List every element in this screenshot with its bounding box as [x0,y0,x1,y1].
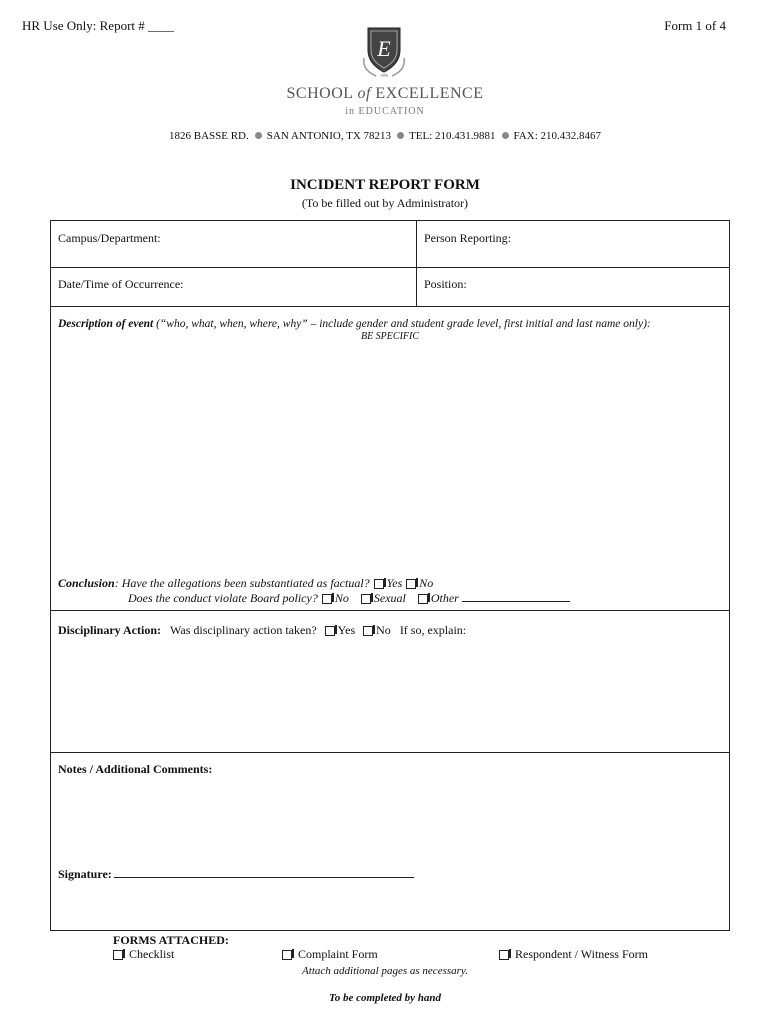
svg-text:E: E [377,36,391,61]
date-time-field[interactable]: Date/Time of Occurrence: [58,277,184,291]
school-name: SCHOOL of EXCELLENCE [286,85,484,102]
form-page-indicator: Form 1 of 4 [664,18,726,33]
checkbox-icon[interactable] [361,594,371,604]
address-tel: TEL: 210.431.9881 [409,130,496,142]
checkbox-icon[interactable] [406,579,416,589]
checkbox-icon[interactable] [325,626,335,636]
complaint-form-option[interactable]: Complaint Form [282,947,378,962]
form-title: INCIDENT REPORT FORM [290,177,480,193]
column-divider [416,221,417,306]
row-divider [51,610,729,611]
address-fax: FAX: 210.432.8467 [513,130,601,142]
incident-form-box [50,220,730,931]
checklist-option[interactable]: Checklist [113,947,174,962]
bullet-icon [502,132,509,139]
row-divider [51,306,729,307]
checkbox-icon[interactable] [374,579,384,589]
signature-line[interactable] [114,867,414,878]
attach-pages-note: Attach additional pages as necessary. [302,965,468,977]
checkbox-icon[interactable] [282,950,292,960]
address-city: SAN ANTONIO, TX 78213 [266,130,392,142]
other-blank-line[interactable] [462,601,570,602]
checkbox-icon[interactable] [322,594,332,604]
row-divider [51,752,729,753]
signature-field[interactable]: Signature: [58,867,414,882]
checkbox-icon[interactable] [363,626,373,636]
hr-use-report-number: HR Use Only: Report # ____ [22,18,175,33]
conclusion-question-2: Does the conduct violate Board policy? No Sexual Other [128,591,570,606]
be-specific-note: BE SPECIFIC [360,331,420,342]
school-address [0,130,770,142]
checkbox-icon[interactable] [418,594,428,604]
campus-department-field[interactable]: Campus/Department: [58,231,161,245]
school-subtitle: in EDUCATION [345,106,425,117]
form-subtitle: (To be filled out by Administrator) [301,196,469,210]
row-divider [51,267,729,268]
position-field[interactable]: Position: [424,277,467,291]
forms-attached-title: FORMS ATTACHED: [113,933,229,947]
notes-comments-label[interactable]: Notes / Additional Comments: [58,762,213,776]
checkbox-icon[interactable] [113,950,123,960]
school-crest-logo [354,20,414,80]
person-reporting-field[interactable]: Person Reporting: [424,231,511,245]
description-label[interactable]: Description of event (“who, what, when, where, why” – include gender and student grade level, first initial and last name only): [58,318,651,330]
svg-text:EST.: EST. [380,69,388,73]
completed-by-hand-note: To be completed by hand [328,992,442,1004]
disciplinary-action-question: Disciplinary Action: Was disciplinary action taken? Yes No If so, explain: [58,623,467,637]
conclusion-question-1: Conclusion: Have the allegations been substantiated as factual? Yes No [58,576,434,590]
svg-text:1998: 1998 [380,73,388,78]
bullet-icon [255,132,262,139]
bullet-icon [397,132,404,139]
checkbox-icon[interactable] [499,950,509,960]
address-street: 1826 BASSE RD. [168,130,249,142]
witness-form-option[interactable]: Respondent / Witness Form [499,947,648,962]
